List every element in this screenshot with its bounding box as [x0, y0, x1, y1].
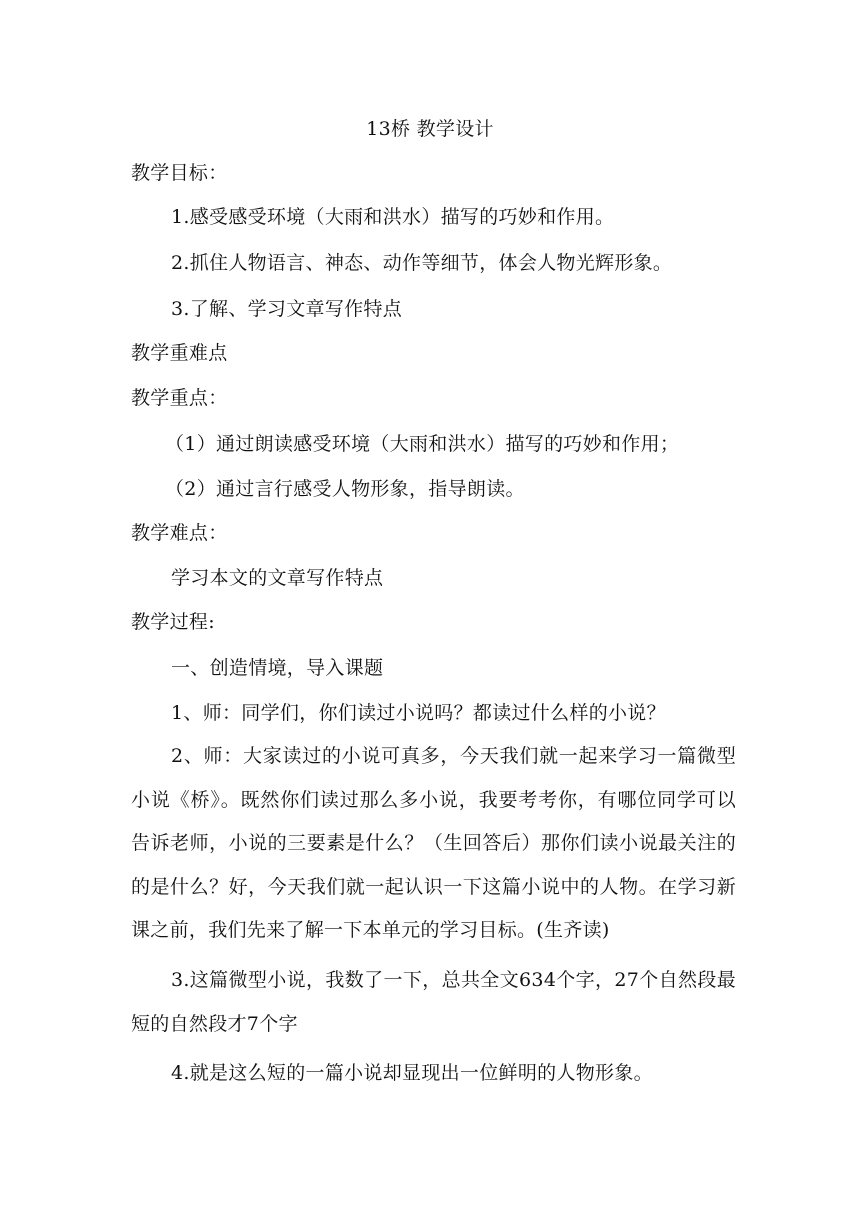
difficult-points-heading: 教学难点：	[131, 522, 228, 544]
objective-item-3: 3.了解、学习文章写作特点	[171, 298, 403, 320]
key-points-heading: 教学重点：	[131, 387, 228, 409]
process-paragraph-2: 2、师：大家读过的小说可真多，今天我们就一起来学习一篇微型小说《桥》。既然你们读过那么多小说，我要考考你，有哪位同学可以告诉老师，小说的三要素是什么？（生回答后）那你们读小说最关注的的是什么？好，今天我们就一起认识一下这篇小说中的人物。在学习新课之前，我们先来了解一下本单元的学习目标。(生齐读)	[131, 745, 736, 942]
process-paragraph-4: 4.就是这么短的一篇小说却显现出一位鲜明的人物形象。	[171, 1062, 653, 1084]
process-paragraph-3: 3.这篇微型小说，我数了一下，总共全文634个字，27个自然段最短的自然段才7个字	[131, 969, 736, 1035]
objective-item-2: 2.抓住人物语言、神态、动作等细节，体会人物光辉形象。	[171, 252, 673, 274]
process-paragraph-1: 1、师：同学们，你们读过小说吗？都读过什么样的小说？	[171, 702, 666, 724]
difficult-point-item: 学习本文的文章写作特点	[171, 567, 384, 589]
document-title: 13桥 教学设计	[366, 118, 494, 140]
key-point-item-2: （2）通过言行感受人物形象，指导朗读。	[165, 478, 525, 500]
key-difficult-heading: 教学重难点	[131, 342, 228, 364]
key-point-item-1: （1）通过朗读感受环境（大雨和洪水）描写的巧妙和作用；	[165, 433, 680, 455]
process-section-1-heading: 一、创造情境，导入课题	[171, 657, 384, 679]
process-heading: 教学过程:	[131, 611, 215, 633]
objective-item-1: 1.感受感受环境（大雨和洪水）描写的巧妙和作用。	[171, 206, 615, 228]
objectives-heading: 教学目标：	[131, 162, 228, 184]
